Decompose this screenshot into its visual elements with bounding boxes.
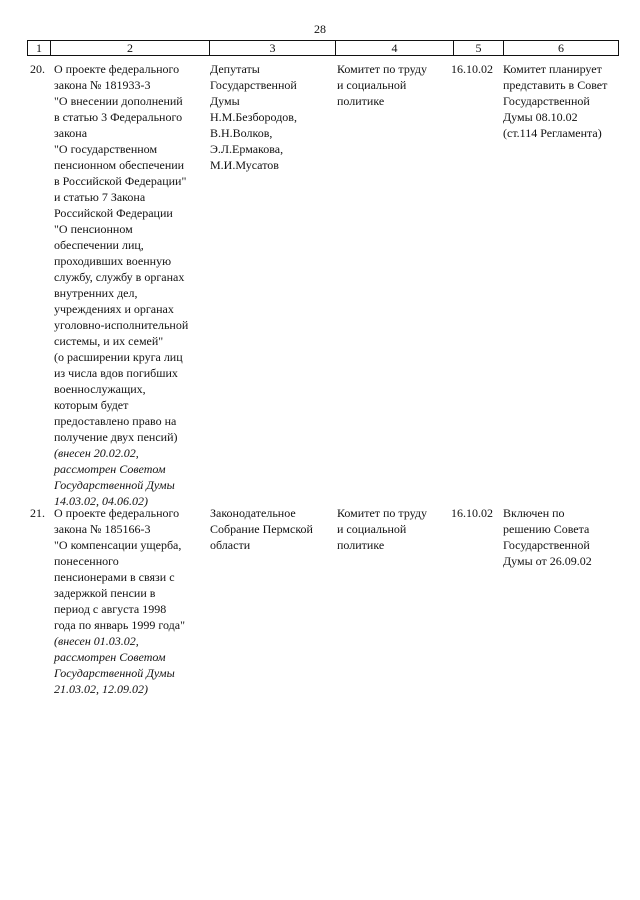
text-line: (о расширении круга лиц <box>54 350 183 364</box>
text-line: Э.Л.Ермакова, <box>210 142 284 156</box>
text-line: Думы от 26.09.02 <box>503 554 592 568</box>
text-line: Комитет по труду <box>337 506 428 520</box>
text-line: и статью 7 Закона <box>54 190 146 204</box>
text-line: (внесен 20.02.02, <box>54 446 139 460</box>
text-line: Государственной <box>503 538 590 552</box>
text-line: и социальной <box>337 78 407 92</box>
column-header-3: 3 <box>210 41 336 55</box>
text-line: области <box>210 538 251 552</box>
text-line: из числа вдов погибших <box>54 366 178 380</box>
column-header-1: 1 <box>28 41 51 55</box>
text-line: Российской Федерации <box>54 206 173 220</box>
text-line: и социальной <box>337 522 407 536</box>
column-header-2: 2 <box>51 41 210 55</box>
text-line: службу, службу в органах <box>54 270 185 284</box>
text-line: 14.03.02, 04.06.02) <box>54 494 148 508</box>
text-line: системы, и их семей" <box>54 334 164 348</box>
text-line: М.И.Мусатов <box>210 158 279 172</box>
text-line: "О внесении дополнений <box>54 94 183 108</box>
column-header-6: 6 <box>558 41 564 55</box>
text-line: закона № 181933-3 <box>54 78 151 92</box>
text-line: Государственной <box>210 78 297 92</box>
bill-author <box>210 505 328 553</box>
text-line: решению Совета <box>503 522 590 536</box>
responsible-committee <box>337 505 447 553</box>
text-line: В.Н.Волков, <box>210 126 273 140</box>
bill-description <box>54 505 204 697</box>
text-line: Государственной <box>503 94 590 108</box>
text-line: (внесен 01.03.02, <box>54 634 139 648</box>
review-date: 16.10.02 <box>451 506 493 520</box>
text-line: "О компенсации ущерба, <box>54 538 182 552</box>
status-note <box>503 61 618 141</box>
text-line: Комитет планирует <box>503 62 602 76</box>
responsible-committee <box>337 61 447 109</box>
text-line: Государственной Думы <box>54 666 175 680</box>
text-line: военнослужащих, <box>54 382 146 396</box>
text-line: рассмотрен Советом <box>54 462 166 476</box>
text-line: Комитет по труду <box>337 62 428 76</box>
page-number: 28 <box>314 22 326 36</box>
text-line: Депутаты <box>210 62 260 76</box>
text-line: Собрание Пермской <box>210 522 313 536</box>
text-line: получение двух пенсий) <box>54 430 178 444</box>
text-line: года по январь 1999 года" <box>54 618 185 632</box>
text-line: внутренних дел, <box>54 286 138 300</box>
text-line: Думы 08.10.02 <box>503 110 578 124</box>
text-line: уголовно-исполнительной <box>54 318 189 332</box>
text-line: Государственной Думы <box>54 478 175 492</box>
text-line: политике <box>337 538 385 552</box>
text-line: "О пенсионном <box>54 222 133 236</box>
text-line: проходивших военную <box>54 254 172 268</box>
text-line: которым будет <box>54 398 129 412</box>
status-note <box>503 505 618 569</box>
text-line: О проекте федерального <box>54 506 180 520</box>
text-line: (ст.114 Регламента) <box>503 126 602 140</box>
text-line: период с августа 1998 <box>54 602 167 616</box>
column-header-5: 5 <box>454 41 504 55</box>
text-line: "О государственном <box>54 142 158 156</box>
text-line: понесенного <box>54 554 119 568</box>
text-line: пенсионном обеспечении <box>54 158 185 172</box>
text-line: Включен по <box>503 506 565 520</box>
text-line: задержкой пенсии в <box>54 586 156 600</box>
text-line: О проекте федерального <box>54 62 180 76</box>
text-line: предоставлено право на <box>54 414 177 428</box>
text-line: обеспечении лиц, <box>54 238 144 252</box>
text-line: учреждениях и органах <box>54 302 174 316</box>
row-number: 20. <box>30 62 45 76</box>
text-line: рассмотрен Советом <box>54 650 166 664</box>
table-header-row <box>27 40 619 56</box>
text-line: 21.03.02, 12.09.02) <box>54 682 148 696</box>
row-number: 21. <box>30 506 45 520</box>
text-line: закона <box>54 126 88 140</box>
text-line: пенсионерами в связи с <box>54 570 175 584</box>
text-line: представить в Совет <box>503 78 608 92</box>
text-line: Думы <box>210 94 240 108</box>
text-line: в статью 3 Федерального <box>54 110 183 124</box>
bill-author <box>210 61 328 173</box>
bill-description <box>54 61 204 509</box>
text-line: закона № 185166-3 <box>54 522 151 536</box>
text-line: в Российской Федерации" <box>54 174 187 188</box>
text-line: Законодательное <box>210 506 296 520</box>
column-header-4: 4 <box>336 41 454 55</box>
text-line: политике <box>337 94 385 108</box>
text-line: Н.М.Безбородов, <box>210 110 297 124</box>
review-date: 16.10.02 <box>451 62 493 76</box>
